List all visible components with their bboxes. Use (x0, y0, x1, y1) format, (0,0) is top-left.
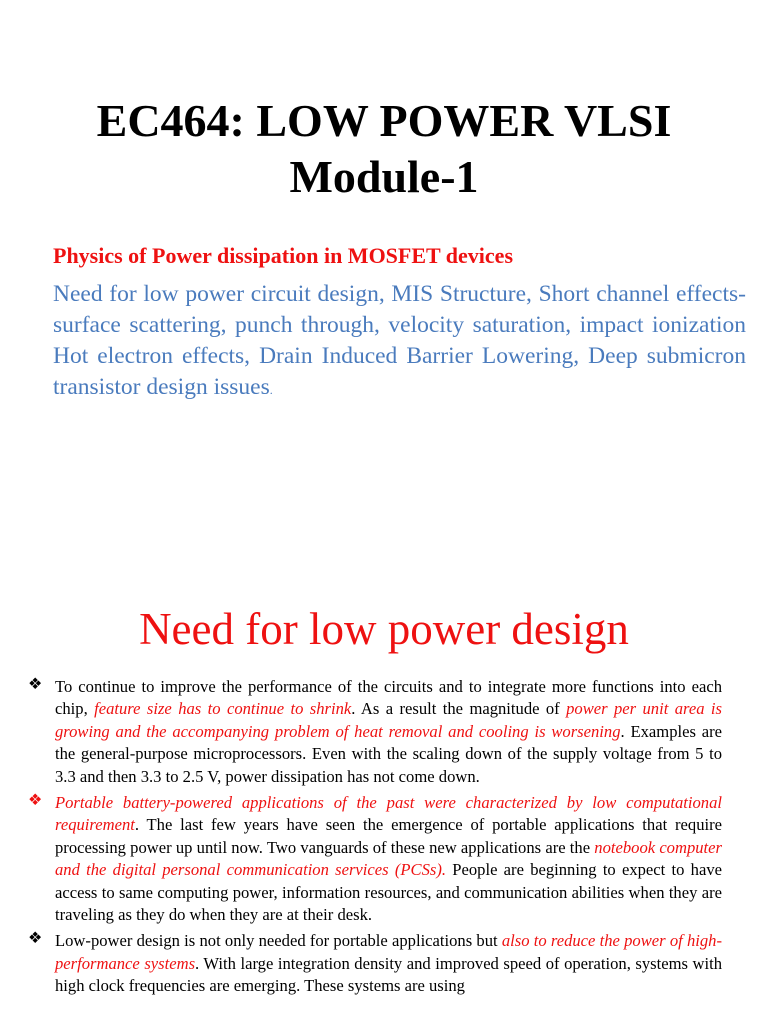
diamond-bullet-icon: ❖ (28, 676, 43, 693)
bullet-highlight: also to reduce the power of high-performance systems (55, 931, 722, 973)
slide-title-line1: EC464: LOW POWER VLSI (96, 95, 672, 146)
bullet-text: To continue to improve the performance of the circuits and to integrate more functions into each chip, (55, 677, 722, 719)
bullet-text: . As a result the magnitude of (351, 699, 567, 719)
bullet-item-2 (28, 792, 722, 926)
bullet-text: . With large integration density and improved speed of operation, systems with high clock frequencies are emerging. These systems are using (55, 953, 723, 996)
topics-paragraph (53, 279, 746, 406)
bullet-highlight: notebook computer and the digital personal communication services (PCSs). (55, 837, 722, 880)
diamond-bullet-icon: ❖ (28, 930, 43, 948)
slide-title-line2: Module-1 (289, 151, 479, 202)
bullet-highlight: power per unit area is growing and the accompanying problem of heat removal and cooling is worsening (55, 699, 722, 741)
slide2-title: Need for low power design (139, 604, 629, 654)
bullet-highlight: Portable battery-powered applications of the past were characterized by low computational requirement (55, 793, 722, 835)
section-subheading: Physics of Power dissipation in MOSFET devices (53, 243, 514, 268)
bullet-text: . The last few years have seen the emergence of portable applications that require processing power up until now. Two vanguards of these new applications are the (55, 815, 722, 857)
bullet-highlight: feature size has to continue to shrink (94, 699, 352, 719)
topics-end: . (269, 383, 273, 397)
bullet-item-3 (28, 930, 722, 997)
topics-text: Need for low power circuit design, MIS Structure, Short channel effects-surface scattering, punch through, velocity saturation, impact ionization Hot electron effects, Drain Induced Barrier Lowering, Deep submicron transistor design issues (53, 281, 746, 400)
bullet-text: Low-power design is not only needed for portable applications but (55, 931, 502, 951)
diamond-bullet-icon: ❖ (28, 792, 43, 810)
bullet-text: . Examples are the general-purpose microprocessors. Even with the scaling down of the supply voltage from 5 to 3.3 and then 3.3 to 2.5 V, power dissipation has not come down. (55, 721, 723, 786)
bullet-item-1 (28, 676, 722, 788)
bullet-list (28, 676, 722, 1002)
bullet-text: People are beginning to expect to have access to same computing power, information resources, and communication abilities when they are traveling as they do when they are at their desk. (55, 860, 723, 925)
